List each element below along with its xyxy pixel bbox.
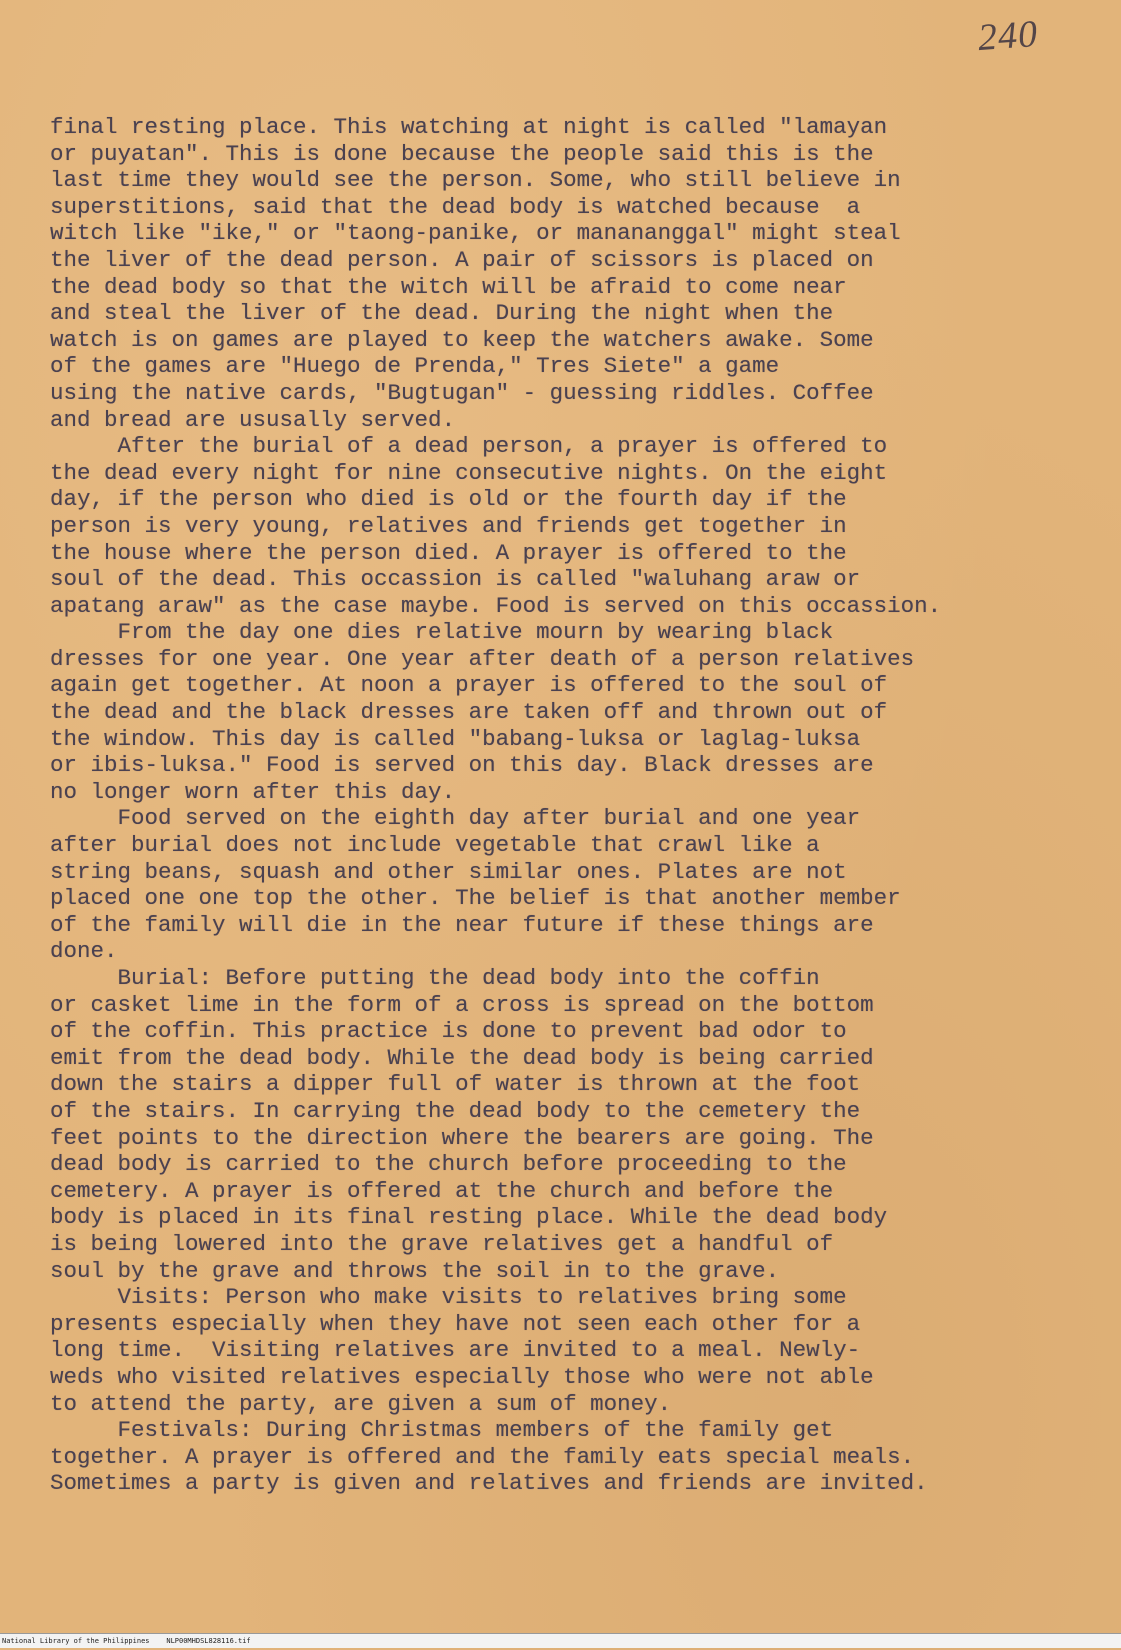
text-line: Festivals: During Christmas members of the family get xyxy=(50,1417,834,1444)
text-line: last time they would see the person. Some, who still believe in xyxy=(50,167,901,194)
text-line: presents especially when they have not seen each other for a xyxy=(50,1310,861,1337)
archive-footer xyxy=(0,1633,1121,1648)
text-line: or casket lime in the form of a cross is spread on the bottom xyxy=(50,991,874,1018)
text-line: superstitions, said that the dead body is watched because a xyxy=(50,193,861,220)
text-line: after burial does not include vegetable that crawl like a xyxy=(50,832,820,859)
text-line: feet points to the direction where the bearers are going. The xyxy=(50,1124,874,1151)
text-line: or puyatan". This is done because the people said this is the xyxy=(50,140,874,167)
text-line: is being lowered into the grave relatives get a handful of xyxy=(50,1230,834,1257)
text-line: string beans, squash and other similar ones. Plates are not xyxy=(50,858,847,885)
text-line: together. A prayer is offered and the family eats special meals. xyxy=(50,1443,915,1470)
text-line: and bread are ususally served. xyxy=(50,406,456,433)
text-line: After the burial of a dead person, a prayer is offered to xyxy=(50,433,888,460)
text-line: body is placed in its final resting place. While the dead body xyxy=(50,1204,888,1231)
text-line: placed one one top the other. The belief is that another member xyxy=(50,885,901,912)
archive-footer-text: National Library of the Philippines NLP00MHDSL828116.tif xyxy=(2,1637,251,1645)
text-line: done. xyxy=(50,938,118,965)
text-line: emit from the dead body. While the dead body is being carried xyxy=(50,1044,874,1071)
text-line: person is very young, relatives and friends get together in xyxy=(50,512,847,539)
text-line: the dead every night for nine consecutive nights. On the eight xyxy=(50,459,888,486)
text-line: the dead body so that the witch will be afraid to come near xyxy=(50,273,847,300)
text-line: Food served on the eighth day after burial and one year xyxy=(50,805,861,832)
text-line: using the native cards, "Bugtugan" - guessing riddles. Coffee xyxy=(50,379,874,406)
text-line: final resting place. This watching at night is called "lamayan xyxy=(50,114,888,140)
text-line: Burial: Before putting the dead body into the coffin xyxy=(50,965,820,991)
text-line: of the stairs. In carrying the dead body to the cemetery the xyxy=(50,1097,861,1124)
text-line: of the games are "Huego de Prenda," Tres Siete" a game xyxy=(50,353,780,380)
text-line: down the stairs a dipper full of water is thrown at the foot xyxy=(50,1071,861,1098)
text-line: witch like "ike," or "taong-panike, or manananggal" might steal xyxy=(50,220,901,247)
text-line: of the coffin. This practice is done to prevent bad odor to xyxy=(50,1018,847,1045)
text-line: From the day one dies relative mourn by wearing black xyxy=(50,619,834,646)
text-line: the window. This day is called "babang-luksa or laglag-luksa xyxy=(50,725,861,752)
text-line: day, if the person who died is old or the fourth day if the xyxy=(50,486,847,513)
text-line: Sometimes a party is given and relatives and friends are invited. xyxy=(50,1470,928,1497)
text-line: soul of the dead. This occassion is called "waluhang araw or xyxy=(50,566,861,593)
text-line: dead body is carried to the church before proceeding to the xyxy=(50,1151,847,1178)
text-line: again get together. At noon a prayer is offered to the soul of xyxy=(50,672,888,699)
text-line: watch is on games are played to keep the watchers awake. Some xyxy=(50,326,874,353)
text-line: of the family will die in the near future if these things are xyxy=(50,911,874,938)
text-line: soul by the grave and throws the soil in to the grave. xyxy=(50,1257,780,1284)
text-line: the house where the person died. A prayer is offered to the xyxy=(50,539,847,566)
text-line: long time. Visiting relatives are invited to a meal. Newly- xyxy=(50,1337,861,1364)
text-line: the liver of the dead person. A pair of scissors is placed on xyxy=(50,246,874,273)
text-line: dresses for one year. One year after death of a person relatives xyxy=(50,645,915,672)
page-number: 240 xyxy=(976,12,1040,60)
text-line: no longer worn after this day. xyxy=(50,778,456,805)
text-line: the dead and the black dresses are taken off and thrown out of xyxy=(50,699,888,726)
text-line: or ibis-luksa." Food is served on this day. Black dresses are xyxy=(50,752,874,779)
text-line: weds who visited relatives especially those who were not able xyxy=(50,1363,874,1390)
text-line: and steal the liver of the dead. During the night when the xyxy=(50,300,834,327)
typed-text-body xyxy=(50,114,1095,1497)
text-line: apatang araw" as the case maybe. Food is served on this occassion. xyxy=(50,592,942,619)
text-line: Visits: Person who make visits to relatives bring some xyxy=(50,1284,847,1311)
text-line: cemetery. A prayer is offered at the church and before the xyxy=(50,1177,834,1204)
text-line: to attend the party, are given a sum of money. xyxy=(50,1390,672,1417)
